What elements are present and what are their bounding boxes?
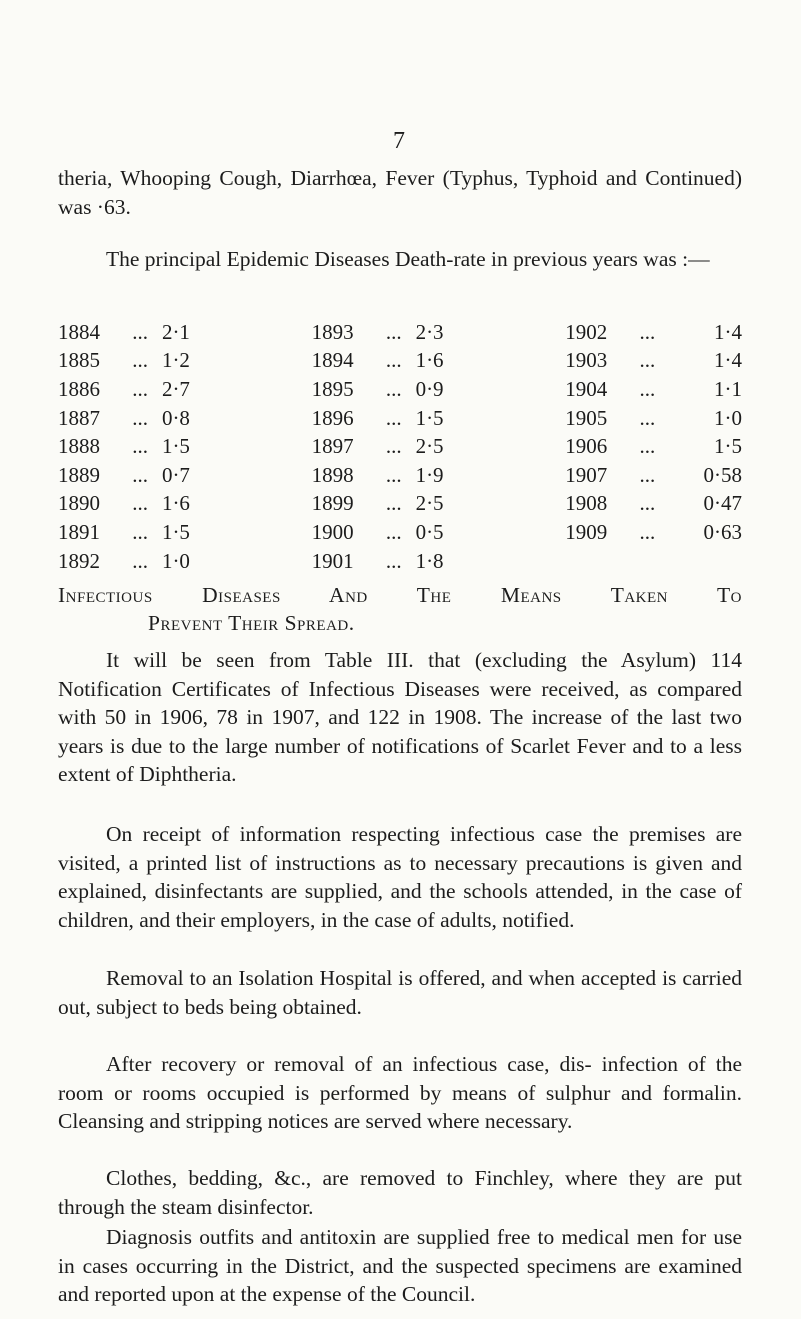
- year-cell: 1891: [58, 519, 100, 544]
- paragraph-clothes: Clothes, bedding, &c., are removed to Finchley, where they are put through the steam disinfector.: [58, 1166, 742, 1219]
- year-cell: 1899: [311, 491, 354, 516]
- year-cell: 1884: [58, 319, 100, 344]
- column-gap: [488, 347, 565, 376]
- column-gap: [488, 432, 565, 461]
- leader-dots: ...: [132, 348, 148, 373]
- rates-intro-paragraph: The principal Epidemic Diseases Death-rate in previous years was :—: [106, 247, 710, 271]
- year-cell: 1905: [565, 405, 608, 430]
- leader-dots: ...: [385, 348, 402, 373]
- rate-cell: 1·4: [714, 319, 742, 344]
- rate-cell: 2·7: [161, 376, 190, 401]
- column-gap: [235, 547, 312, 576]
- rate-cell: 1·0: [714, 405, 742, 430]
- page-number: 7: [393, 128, 405, 154]
- leader-dots: ...: [132, 491, 148, 516]
- column-gap: [235, 490, 312, 519]
- column-gap: [235, 318, 312, 347]
- leader-dots: ...: [639, 376, 656, 401]
- column-gap: [488, 318, 565, 347]
- paragraph-disinfection: After recovery or removal of an infectious case, dis- infection of the room or rooms occupied is performed by means of sulphur and formalin. Cleansing and stripping notices are served where necessary.: [58, 1052, 742, 1133]
- year-cell: 1907: [565, 462, 608, 487]
- leader-dots: ...: [132, 548, 148, 573]
- year-cell: 1908: [565, 491, 608, 516]
- section-heading-line-2: Prevent Their Spread.: [148, 611, 355, 635]
- rate-cell: 1·5: [161, 519, 190, 544]
- rate-cell: 0·7: [161, 462, 190, 487]
- leader-dots: ...: [385, 491, 402, 516]
- rate-cell: 1·5: [714, 434, 742, 459]
- year-cell: 1888: [58, 434, 100, 459]
- leader-dots: ...: [385, 519, 402, 544]
- year-cell: 1885: [58, 348, 100, 373]
- year-cell: 1892: [58, 548, 100, 573]
- rate-cell: 1·5: [415, 405, 444, 430]
- table-row: [58, 490, 742, 519]
- leader-dots: ...: [385, 376, 402, 401]
- year-cell: 1909: [565, 519, 608, 544]
- year-cell: [565, 547, 625, 576]
- year-cell: 1898: [311, 462, 354, 487]
- leader-dots: ...: [639, 348, 656, 373]
- leader-dots: ...: [639, 434, 656, 459]
- table-row: [58, 547, 742, 576]
- rate-cell: 2·5: [415, 434, 444, 459]
- leader-dots: ...: [639, 405, 656, 430]
- paragraph-diagnosis: Diagnosis outfits and antitoxin are supplied free to medical men for use in cases occurring in the District, and the suspected specimens are examined and reported upon at the expense of the Council.: [58, 1225, 742, 1306]
- leader-dots: ...: [639, 319, 656, 344]
- table-row: [58, 461, 742, 490]
- leader-dots: ...: [385, 319, 402, 344]
- rate-cell: 1·2: [161, 348, 190, 373]
- section-heading-line-1: Infectious Diseases And The Means Taken To: [58, 583, 742, 607]
- leader-dots: ...: [385, 548, 402, 573]
- year-cell: 1887: [58, 405, 100, 430]
- leader-dots: [626, 547, 670, 576]
- rate-cell: 1·5: [161, 434, 190, 459]
- rate-cell: 1·9: [415, 462, 444, 487]
- rate-cell: 1·6: [415, 348, 444, 373]
- leader-dots: ...: [639, 519, 656, 544]
- year-cell: 1901: [311, 548, 354, 573]
- table-row: [58, 347, 742, 376]
- year-cell: 1903: [565, 348, 608, 373]
- leader-dots: ...: [385, 462, 402, 487]
- leader-dots: ...: [132, 405, 148, 430]
- column-gap: [235, 461, 312, 490]
- leader-dots: ...: [132, 376, 148, 401]
- table-row: [58, 375, 742, 404]
- table-row: [58, 518, 742, 547]
- rate-cell: [669, 547, 742, 576]
- section-heading: [58, 581, 742, 637]
- column-gap: [488, 547, 565, 576]
- table-row: [58, 318, 742, 347]
- column-gap: [488, 404, 565, 433]
- year-cell: 1890: [58, 491, 100, 516]
- rate-cell: 0·58: [703, 462, 742, 487]
- leader-dots: ...: [385, 434, 402, 459]
- leader-dots: ...: [132, 434, 148, 459]
- leader-dots: ...: [639, 491, 656, 516]
- column-gap: [488, 490, 565, 519]
- paragraph-precautions: On receipt of information respecting infectious case the premises are visited, a printed list of instructions as to necessary precautions is given and explained, disinfectants are supplied, and the schools attended, in the case of children, and their employers, in the case of adults, notified.: [58, 822, 742, 932]
- rate-cell: 1·0: [161, 548, 190, 573]
- year-cell: 1904: [565, 376, 608, 401]
- intro-paragraph: theria, Whooping Cough, Diarrhœa, Fever (Typhus, Typhoid and Continued) was ·63.: [58, 166, 742, 219]
- year-cell: 1886: [58, 376, 100, 401]
- column-gap: [235, 404, 312, 433]
- leader-dots: ...: [132, 519, 148, 544]
- column-gap: [235, 347, 312, 376]
- leader-dots: ...: [132, 462, 148, 487]
- year-cell: 1902: [565, 319, 608, 344]
- rate-cell: 0·9: [415, 376, 444, 401]
- death-rate-table: [58, 318, 742, 575]
- column-gap: [488, 375, 565, 404]
- column-gap: [235, 375, 312, 404]
- rate-cell: 1·1: [714, 376, 742, 401]
- leader-dots: ...: [639, 462, 656, 487]
- paragraph-notifications: It will be seen from Table III. that (excluding the Asylum) 114 Notification Certificates of Infectious Diseases were received, as compared with 50 in 1906, 78 in 1907, and 122 in 1908. The increase of the last two years is due to the large number of notifications of Scarlet Fever and to a less extent of Diphtheria.: [58, 648, 742, 786]
- year-cell: 1894: [311, 348, 354, 373]
- rate-cell: 0·63: [703, 519, 742, 544]
- year-cell: 1897: [311, 434, 354, 459]
- leader-dots: ...: [132, 319, 148, 344]
- rate-cell: 1·4: [714, 348, 742, 373]
- rate-cell: 2·5: [415, 491, 444, 516]
- paragraph-isolation: Removal to an Isolation Hospital is offered, and when accepted is carried out, subject to beds being obtained.: [58, 966, 742, 1019]
- rate-cell: 0·5: [415, 519, 444, 544]
- rate-cell: 2·3: [415, 319, 444, 344]
- year-cell: 1900: [311, 519, 354, 544]
- table-row: [58, 432, 742, 461]
- column-gap: [235, 518, 312, 547]
- leader-dots: ...: [385, 405, 402, 430]
- rate-cell: 2·1: [161, 319, 190, 344]
- column-gap: [235, 432, 312, 461]
- rate-cell: 1·6: [161, 491, 190, 516]
- rate-cell: 1·8: [415, 548, 444, 573]
- year-cell: 1896: [311, 405, 354, 430]
- column-gap: [488, 518, 565, 547]
- year-cell: 1889: [58, 462, 100, 487]
- year-cell: 1906: [565, 434, 608, 459]
- column-gap: [488, 461, 565, 490]
- table-row: [58, 404, 742, 433]
- year-cell: 1895: [311, 376, 354, 401]
- year-cell: 1893: [311, 319, 354, 344]
- rate-cell: 0·8: [161, 405, 190, 430]
- rate-cell: 0·47: [703, 491, 742, 516]
